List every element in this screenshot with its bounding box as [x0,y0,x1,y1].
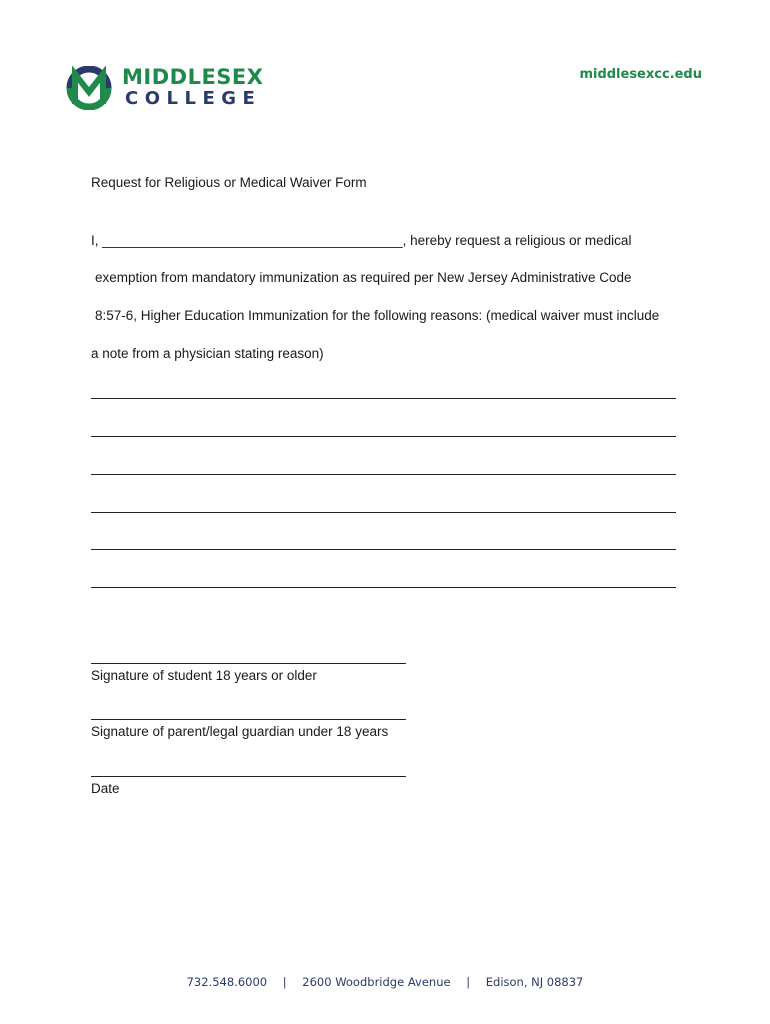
footer-phone: 732.548.6000 [186,975,268,989]
request-line-4: a note from a physician stating reason) [91,346,324,361]
reason-line-2[interactable] [91,436,676,437]
guardian-signature-label: Signature of parent/legal guardian under 18 years [91,724,389,739]
student-signature-label: Signature of student 18 years or older [91,668,317,683]
form-title: Request for Religious or Medical Waiver Form [91,175,367,190]
date-line[interactable] [91,776,406,777]
date-label: Date [91,781,120,796]
footer-address: 2600 Woodbridge Avenue [302,975,451,989]
reason-line-4[interactable] [91,512,676,513]
guardian-signature-line[interactable] [91,719,406,720]
reason-line-1[interactable] [91,398,676,399]
reason-line-3[interactable] [91,474,676,475]
footer-contact [0,975,770,989]
reason-line-6[interactable] [91,587,676,588]
logo-wordmark-college: COLLEGE [125,88,262,109]
request-line-3: 8:57-6, Higher Education Immunization for the following reasons: (medical waiver must include [95,308,660,323]
footer-separator: | [466,975,471,989]
reason-line-5[interactable] [91,549,676,550]
footer-city: Edison, NJ 08837 [485,975,584,989]
request-line-2: exemption from mandatory immunization as required per New Jersey Administrative Code [95,270,632,285]
request-line-1: I, ________________________________________, hereby request a religious or medical [91,233,632,248]
college-logo [60,66,280,110]
student-signature-line[interactable] [91,663,406,664]
logo-wordmark-middlesex: MIDDLESEX [122,65,264,89]
footer-separator: | [282,975,287,989]
website-link[interactable]: middlesexcc.edu [579,67,702,82]
mc-monogram-icon [60,66,118,110]
